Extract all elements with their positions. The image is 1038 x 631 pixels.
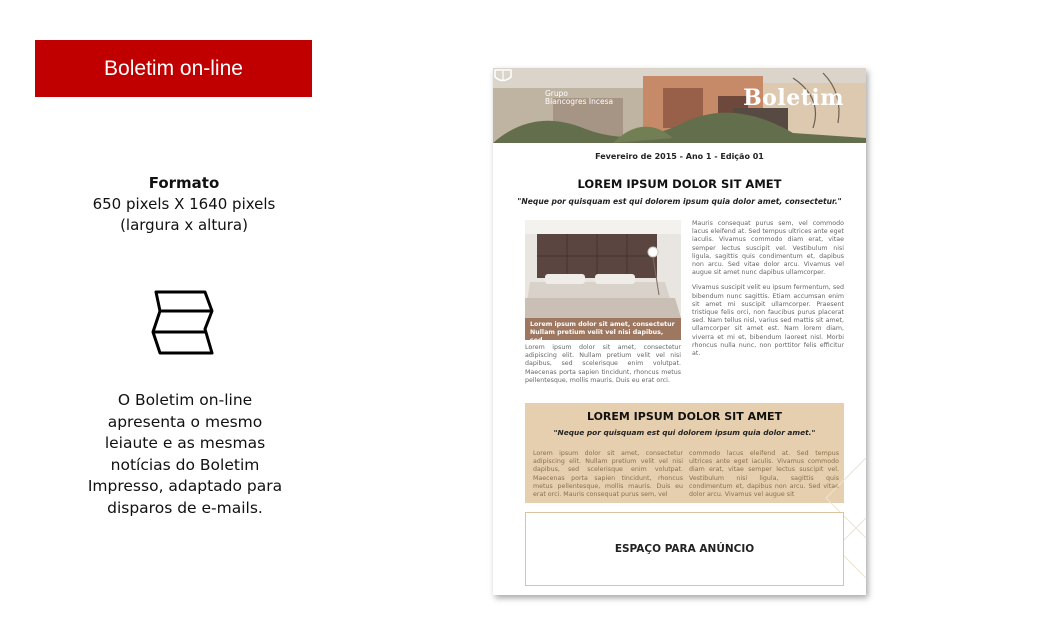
brand-line: Biancogres Incesa bbox=[545, 97, 614, 106]
format-note: (largura x altura) bbox=[120, 216, 248, 234]
description-line: O Boletim on-line bbox=[117, 391, 253, 409]
section-right-text: commodo lacus eleifend at. Sed tempus ultrices ante eget iaculis. Vivamus commodo diam erat, vitae semper lectus suscipit vel. Vestibulum nisi ligula, sagittis quis condimentum et, dapibus non arcu. Sed vitae dolor arcu. Vivamus vel augue sit bbox=[689, 450, 839, 499]
description-line: leiaute e as mesmas bbox=[104, 434, 266, 452]
description-line: Impresso, adaptado para bbox=[87, 477, 283, 495]
brand-name bbox=[545, 90, 613, 106]
headline: LOREM IPSUM DOLOR SIT AMET bbox=[577, 177, 782, 191]
bedroom-photo bbox=[525, 220, 681, 344]
left-column-text: Lorem ipsum dolor sit amet, consectetur adipiscing elit. Nullam pretium velit vel nisi dapibus, sed scelerisque enim volutpat. Maecenas porta sapien tincidunt, rhoncus metus pellentesque, mollis mauris. Duis eu erat orci. bbox=[525, 344, 681, 384]
newsletter-banner bbox=[493, 68, 866, 143]
brand-line: Grupo bbox=[545, 89, 568, 98]
section-lead: "Neque por quisquam est qui dolorem ipsum quia dolor amet." bbox=[553, 428, 816, 437]
edition-line: Fevereiro de 2015 - Ano 1 - Edição 01 bbox=[595, 152, 764, 161]
format-info bbox=[70, 173, 298, 236]
description bbox=[70, 390, 300, 519]
banner-title: Boletim bbox=[743, 85, 844, 111]
brand-logo-icon bbox=[493, 68, 513, 85]
lead-quote: "Neque por quisquam est qui dolorem ipsum quia dolor amet, consectetur." bbox=[517, 197, 842, 206]
slide-title: Boletim on-line bbox=[35, 40, 312, 97]
description-line: notícias do Boletim bbox=[110, 455, 260, 474]
section-headline: LOREM IPSUM DOLOR SIT AMET bbox=[586, 410, 783, 423]
right-column-text bbox=[692, 220, 844, 358]
description-line: disparos de e-mails. bbox=[107, 498, 263, 517]
folded-paper-icon bbox=[150, 287, 216, 359]
description-line: apresenta o mesmo bbox=[107, 412, 263, 431]
format-size: 650 pixels X 1640 pixels bbox=[92, 195, 276, 213]
highlight-section bbox=[525, 403, 844, 503]
right-paragraph: Vivamus suscipit velit eu ipsum fermentum, sed bibendum nunc sagittis. Etiam accumsan enim sit amet mi suscipit ullamcorper. Praesent tristique felis orci, non faucibus purus placerat sed. Nam tellus nisl, varius sed mattis sit amet, ullamcorper sit amet est. Nam lorem diam, viverra et mi et, bibendum laoreet nisl. Morbi rhoncus nulla nunc, non porttitor felis efficitur at. bbox=[692, 284, 844, 358]
format-label: Formato bbox=[148, 174, 220, 192]
section-left-text: Lorem ipsum dolor sit amet, consectetur adipiscing elit. Nullam pretium velit vel nisi dapibus, sed scelerisque enim volutpat. Maecenas porta sapien tincidunt, rhoncus metus pellentesque, mollis mauris. Duis eu erat orci. Mauris consequat purus sem, vel bbox=[533, 450, 683, 499]
newsletter-mockup bbox=[493, 68, 866, 595]
right-paragraph: Mauris consequat purus sem, vel commodo lacus eleifend at. Sed tempus ultrices ante eget iaculis. Vivamus commodo diam erat, vitae semper lectus suscipit vel. Vestibulum nisi ligula, sagittis quis condimentum et, dapibus non arcu. Sed vitae dolor arcu. Vivamus vel augue sit amet nunc dapibus ullamcorper. bbox=[692, 220, 844, 277]
ad-space: ESPAÇO PARA ANÚNCIO bbox=[525, 512, 844, 586]
photo-caption: Lorem ipsum dolor sit amet, consectetur Nullam pretium velit vel nisi dapibus, sed. bbox=[525, 318, 681, 340]
